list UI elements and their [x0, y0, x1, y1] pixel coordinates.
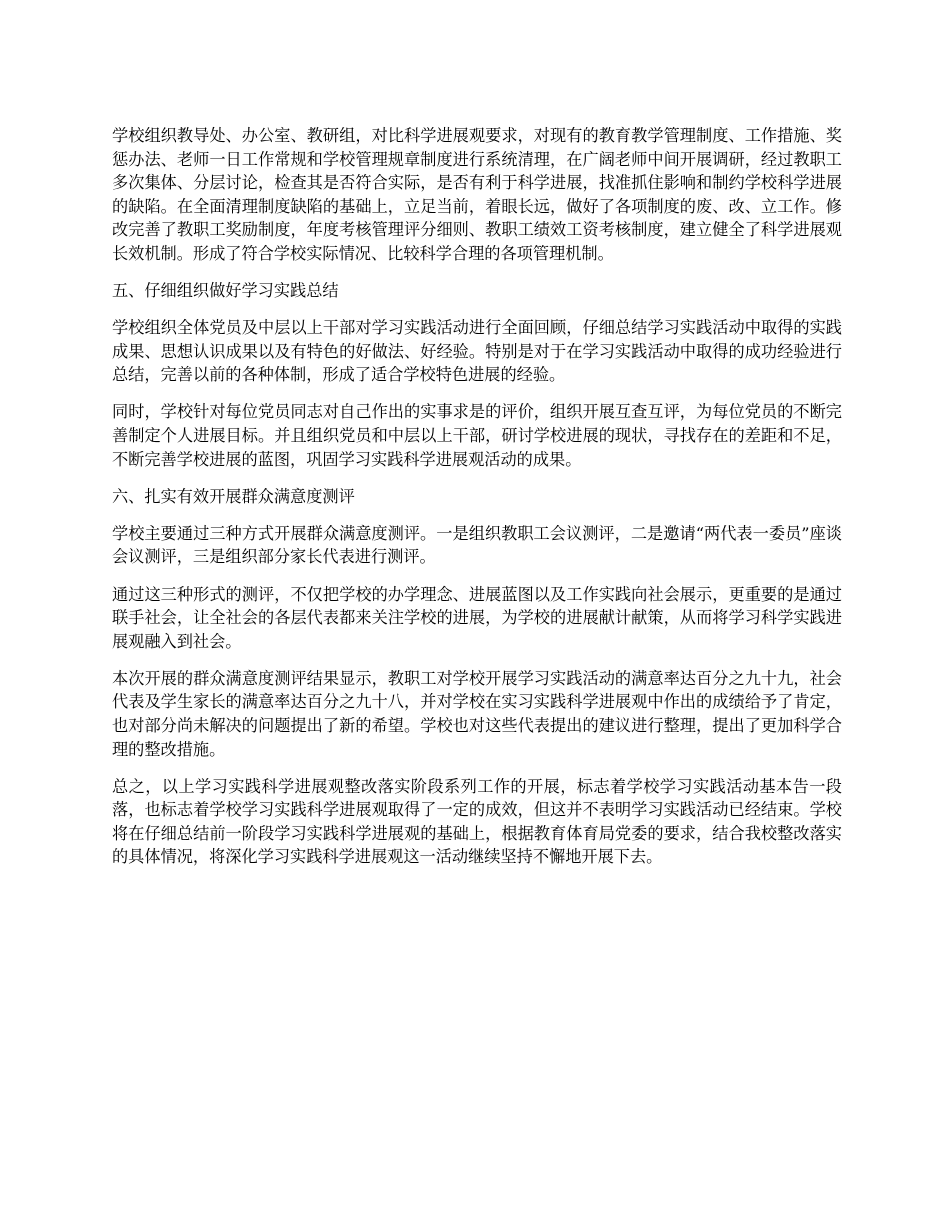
document-body [112, 124, 842, 883]
paragraph-system-cleanup: 学校组织教导处、办公室、教研组，对比科学进展观要求，对现有的教育教学管理制度、工作措施、奖惩办法、老师一日工作常规和学校管理规章制度进行系统清理，在广阔老师中间开展调研，经过教职工多次集体、分层讨论，检查其是否符合实际，是否有利于科学进展，找准抓住影响和制约学校科学进展的缺陷。在全面清理制度缺陷的基础上，立足当前，着眼长远，做好了各项制度的废、改、立工作。修改完善了教职工奖励制度，年度考核管理评分细则、教职工绩效工资考核制度，建立健全了科学进展观长效机制。形成了符合学校实际情况、比较科学合理的各项管理机制。 [112, 126, 842, 263]
section-heading-five: 五、仔细组织做好学习实践总结 [112, 281, 339, 301]
paragraph-survey-purpose: 通过这三种形式的测评，不仅把学校的办学理念、进展蓝图以及工作实践向社会展示，更重要的是通过联手社会，让全社会的各层代表都来关注学校的进展，为学校的进展献计献策，从而将学习科学实践进展观融入到社会。 [112, 584, 842, 651]
paragraph-conclusion: 总之，以上学习实践科学进展观整改落实阶段系列工作的开展，标志着学校学习实践活动基本告一段落，也标志着学校学习实践科学进展观取得了一定的成效，但这并不表明学习实践活动已经结束。学校将在仔细总结前一阶段学习实践科学进展观的基础上，根据教育体育局党委的要求，结合我校整改落实的具体情况，将深化学习实践科学进展观这一活动继续坚持不懈地开展下去。 [112, 776, 842, 867]
paragraph-survey-methods: 学校主要通过三种方式开展群众满意度测评。一是组织教职工会议测评，二是邀请“两代表一委员”座谈会议测评，三是组织部分家长代表进行测评。 [112, 523, 842, 567]
paragraph-mutual-evaluation: 同时，学校针对每位党员同志对自己作出的实事求是的评价，组织开展互查互评，为每位党员的不断完善制定个人进展目标。并且组织党员和中层以上干部，研讨学校进展的现状，寻找存在的差距和不足，不断完善学校进展的蓝图，巩固学习实践科学进展观活动的成果。 [112, 402, 842, 469]
paragraph-survey-results: 本次开展的群众满意度测评结果显示，教职工对学校开展学习实践活动的满意率达百分之九十九，社会代表及学生家长的满意率达百分之九十八，并对学校在实习实践科学进展观中作出的成绩给予了肯定，也对部分尚未解决的问题提出了新的希望。学校也对这些代表提出的建议进行整理，提出了更加科学合理的整改措施。 [112, 668, 842, 759]
section-heading-six: 六、扎实有效开展群众满意度测评 [112, 486, 355, 506]
paragraph-review-summary: 学校组织全体党员及中层以上干部对学习实践活动进行全面回顾，仔细总结学习实践活动中取得的实践成果、思想认识成果以及有特色的好做法、好经验。特别是对于在学习实践活动中取得的成功经验进行总结，完善以前的各种体制，形成了适合学校特色进展的经验。 [112, 318, 842, 385]
